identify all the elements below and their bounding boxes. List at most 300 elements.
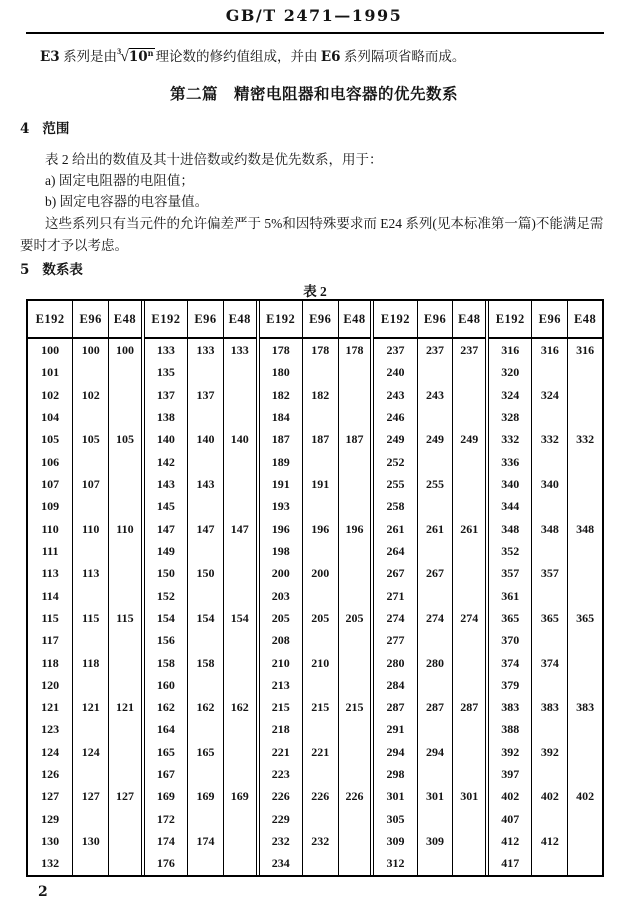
table-cell [302, 540, 338, 562]
table-cell: 374 [487, 652, 532, 674]
table-cell: 316 [487, 338, 532, 362]
table-cell: 215 [258, 696, 303, 718]
table-cell: 187 [302, 429, 338, 451]
table-cell [109, 384, 143, 406]
table-cell: 215 [338, 696, 372, 718]
table-cell [453, 741, 487, 763]
table-cell [453, 674, 487, 696]
table-cell: 383 [487, 696, 532, 718]
table-cell: 152 [143, 585, 188, 607]
table-cell: 178 [338, 338, 372, 362]
table-cell: 121 [109, 696, 143, 718]
table-cell: 124 [41, 744, 60, 759]
table-cell: 229 [258, 808, 303, 830]
radical-exponent: n [147, 48, 154, 58]
table-cell: 392 [487, 741, 532, 763]
table-cell: 280 [417, 652, 453, 674]
section-4-number: 4 [20, 121, 30, 137]
table-row [28, 808, 602, 830]
table-cell [223, 384, 257, 406]
table-cell: 162 [188, 696, 224, 718]
table-row [28, 741, 602, 763]
table-header-row [28, 301, 602, 338]
table-cell [568, 652, 602, 674]
table-cell: 165 [143, 741, 188, 763]
table-cell: 258 [372, 496, 417, 518]
table-cell [223, 451, 257, 473]
table-cell [568, 830, 602, 852]
table-cell [568, 808, 602, 830]
table-row [28, 451, 602, 473]
table-cell: 118 [73, 652, 109, 674]
table-cell: 324 [487, 384, 532, 406]
table-cell: 223 [258, 763, 303, 785]
table-cell: 312 [372, 853, 417, 875]
table-cell [453, 384, 487, 406]
table-cell: 180 [258, 362, 303, 384]
table-cell [338, 674, 372, 696]
table-cell: 298 [372, 763, 417, 785]
table-cell [109, 674, 143, 696]
table-cell: 221 [302, 741, 338, 763]
table-cell: 294 [417, 741, 453, 763]
table-cell: 267 [417, 563, 453, 585]
table-cell: 113 [73, 563, 109, 585]
table-cell [532, 630, 568, 652]
table-cell: 110 [109, 518, 143, 540]
table-cell: 142 [143, 451, 188, 473]
table-row [28, 540, 602, 562]
table-cell: 383 [568, 696, 602, 718]
table-cell: 284 [372, 674, 417, 696]
table-cell: 287 [453, 696, 487, 718]
table-cell: 107 [41, 477, 60, 492]
table-cell: 147 [223, 518, 257, 540]
table-cell: 301 [453, 786, 487, 808]
standard-code: GB/T 2471—1995 [225, 6, 403, 25]
table-cell: 348 [568, 518, 602, 540]
table-cell [109, 540, 143, 562]
table-cell: 301 [372, 786, 417, 808]
table-cell [188, 808, 224, 830]
intro-text-3: 系列隔项省略而成。 [340, 49, 466, 64]
table-cell: 332 [532, 429, 568, 451]
scope-note-line-2: 要时才予以考虑。 [20, 238, 128, 253]
table-cell: 412 [532, 830, 568, 852]
series-table-head [28, 301, 602, 338]
table-cell [73, 451, 109, 473]
table-cell: 243 [372, 384, 417, 406]
table-cell: 178 [258, 338, 303, 362]
table-cell [302, 406, 338, 428]
table-cell [223, 763, 257, 785]
table-cell [568, 540, 602, 562]
table-cell [338, 763, 372, 785]
table-cell: 226 [258, 786, 303, 808]
table-cell: 102 [41, 387, 60, 402]
table-cell: 316 [568, 338, 602, 362]
table-cell: 213 [258, 674, 303, 696]
table-cell: 261 [417, 518, 453, 540]
section-5-heading [20, 258, 83, 278]
table-cell: 110 [73, 518, 109, 540]
table-cell: 417 [487, 853, 532, 875]
table-cell: 121 [41, 700, 60, 715]
table-cell [417, 362, 453, 384]
table-cell [109, 652, 143, 674]
series-header-cell: E48 [453, 301, 487, 338]
table-cell: 124 [73, 741, 109, 763]
table-cell [109, 362, 143, 384]
table-cell [453, 630, 487, 652]
table-row [28, 763, 602, 785]
table-cell: 205 [258, 607, 303, 629]
table-row [28, 362, 602, 384]
table-cell [109, 719, 143, 741]
table-cell [532, 496, 568, 518]
table-cell [223, 853, 257, 875]
table-cell: 127 [73, 786, 109, 808]
table-cell: 383 [532, 696, 568, 718]
table-cell [302, 853, 338, 875]
table-cell: 407 [487, 808, 532, 830]
table-cell: 301 [417, 786, 453, 808]
table-cell: 191 [258, 473, 303, 495]
table-cell: 249 [417, 429, 453, 451]
table-cell [568, 563, 602, 585]
table-cell: 208 [258, 630, 303, 652]
table-cell [453, 652, 487, 674]
table-cell [188, 763, 224, 785]
table-cell: 305 [372, 808, 417, 830]
table-cell [338, 830, 372, 852]
table-cell: 196 [258, 518, 303, 540]
table-cell [568, 763, 602, 785]
series-header-cell: E48 [338, 301, 372, 338]
series-table [28, 301, 602, 875]
table-cell [453, 808, 487, 830]
table-cell: 156 [143, 630, 188, 652]
page-number: 2 [38, 884, 48, 900]
table-cell [568, 473, 602, 495]
series-header-cell: E192 [28, 301, 73, 338]
table-cell: 187 [338, 429, 372, 451]
table-cell [338, 808, 372, 830]
table-cell: 249 [453, 429, 487, 451]
table-row [28, 630, 602, 652]
table-cell: 237 [417, 338, 453, 362]
table-cell: 243 [417, 384, 453, 406]
table-cell [453, 563, 487, 585]
table-cell: 200 [258, 563, 303, 585]
table-cell [302, 362, 338, 384]
table-cell: 365 [487, 607, 532, 629]
table-cell: 121 [73, 696, 109, 718]
table-cell [417, 719, 453, 741]
table-cell [417, 763, 453, 785]
table-cell: 246 [372, 406, 417, 428]
section-5-number: 5 [20, 262, 30, 278]
table-cell [532, 719, 568, 741]
table-cell: 234 [258, 853, 303, 875]
table-cell [188, 451, 224, 473]
series-header-cell: E192 [258, 301, 303, 338]
table-cell [338, 585, 372, 607]
table-cell: 388 [487, 719, 532, 741]
table-cell [417, 585, 453, 607]
table-cell: 274 [417, 607, 453, 629]
table-cell: 174 [143, 830, 188, 852]
table-cell [73, 853, 109, 875]
table-cell [302, 630, 338, 652]
table-cell [188, 585, 224, 607]
table-cell: 340 [532, 473, 568, 495]
table-cell [532, 540, 568, 562]
intro-paragraph [40, 45, 465, 66]
table-cell: 232 [302, 830, 338, 852]
table-cell: 320 [487, 362, 532, 384]
table-cell: 167 [143, 763, 188, 785]
table-cell [73, 630, 109, 652]
table-cell: 100 [41, 342, 60, 357]
radical-sign-icon: √ [120, 48, 129, 65]
table-cell [568, 362, 602, 384]
table-cell: 102 [73, 384, 109, 406]
table-cell [223, 808, 257, 830]
table-row [28, 719, 602, 741]
table-cell: 111 [41, 543, 59, 558]
table-cell: 178 [302, 338, 338, 362]
table-cell [453, 362, 487, 384]
table-cell [532, 406, 568, 428]
table-cell [568, 719, 602, 741]
table-cell: 162 [143, 696, 188, 718]
table-cell [338, 719, 372, 741]
section-5-title: 数系表 [42, 262, 83, 277]
table-cell [338, 496, 372, 518]
table-cell [338, 473, 372, 495]
table-cell: 145 [143, 496, 188, 518]
table-cell [109, 496, 143, 518]
table-cell: 255 [372, 473, 417, 495]
series-label-e3: E3 [40, 49, 60, 65]
table-cell: 133 [188, 338, 224, 362]
table-cell: 120 [41, 677, 60, 692]
table-cell [223, 652, 257, 674]
table-cell [73, 540, 109, 562]
table-cell [223, 406, 257, 428]
table-cell [223, 496, 257, 518]
table-cell [568, 384, 602, 406]
table-cell: 365 [568, 607, 602, 629]
table-row [28, 652, 602, 674]
table-cell [417, 808, 453, 830]
series-header-cell: E96 [302, 301, 338, 338]
table-cell: 226 [302, 786, 338, 808]
part-heading: 第二篇 精密电阻器和电容器的优先数系 [169, 86, 458, 103]
table-cell: 332 [568, 429, 602, 451]
table-cell [568, 674, 602, 696]
table-cell: 271 [372, 585, 417, 607]
table-cell: 370 [487, 630, 532, 652]
scope-item-b: b) 固定电容器的电容量值。 [45, 194, 209, 209]
table-cell: 193 [258, 496, 303, 518]
table-cell [302, 496, 338, 518]
table-cell: 240 [372, 362, 417, 384]
table-cell: 294 [372, 741, 417, 763]
table-cell: 169 [143, 786, 188, 808]
series-header-cell: E192 [143, 301, 188, 338]
table-cell: 352 [487, 540, 532, 562]
table-cell [568, 406, 602, 428]
table-cell [188, 540, 224, 562]
table-cell [453, 451, 487, 473]
table-cell: 123 [41, 722, 60, 737]
table-cell [532, 853, 568, 875]
table-cell: 203 [258, 585, 303, 607]
table-cell: 104 [41, 410, 60, 425]
table-cell: 267 [372, 563, 417, 585]
table-cell: 117 [41, 633, 59, 648]
table-cell: 309 [417, 830, 453, 852]
table-cell: 172 [143, 808, 188, 830]
table-cell: 397 [487, 763, 532, 785]
table-cell: 184 [258, 406, 303, 428]
table-cell: 129 [41, 811, 60, 826]
series-header-cell: E192 [487, 301, 532, 338]
table-cell: 101 [41, 365, 60, 380]
table-cell [532, 763, 568, 785]
table-cell: 140 [143, 429, 188, 451]
table-cell: 127 [109, 786, 143, 808]
table-cell: 118 [41, 655, 59, 670]
table-cell: 106 [41, 454, 60, 469]
table-cell: 379 [487, 674, 532, 696]
table-cell [223, 741, 257, 763]
table-cell [73, 674, 109, 696]
table-cell [223, 830, 257, 852]
table-cell [109, 563, 143, 585]
table-cell [338, 362, 372, 384]
series-header-cell: E96 [417, 301, 453, 338]
table-cell [223, 630, 257, 652]
table-cell [568, 853, 602, 875]
table-cell: 264 [372, 540, 417, 562]
table-row [28, 496, 602, 518]
table-row [28, 338, 602, 362]
table-cell [453, 763, 487, 785]
table-cell: 261 [453, 518, 487, 540]
table-cell: 412 [487, 830, 532, 852]
table-cell: 130 [41, 834, 60, 849]
table-cell [417, 540, 453, 562]
table-row [28, 406, 602, 428]
table-cell [532, 674, 568, 696]
table-cell: 100 [109, 338, 143, 362]
table-cell: 115 [109, 607, 143, 629]
series-header-cell: E48 [223, 301, 257, 338]
table-cell: 274 [453, 607, 487, 629]
table-cell [532, 808, 568, 830]
series-header-cell: E96 [532, 301, 568, 338]
table-cell: 150 [188, 563, 224, 585]
table-cell: 392 [532, 741, 568, 763]
table-cell [188, 674, 224, 696]
table-cell [453, 473, 487, 495]
table-cell: 344 [487, 496, 532, 518]
table-cell: 154 [188, 607, 224, 629]
table-cell [73, 719, 109, 741]
table-cell [302, 585, 338, 607]
table-cell [73, 496, 109, 518]
table-cell [109, 585, 143, 607]
table-cell: 143 [143, 473, 188, 495]
table-cell: 226 [338, 786, 372, 808]
table-cell: 309 [372, 830, 417, 852]
table-cell [453, 585, 487, 607]
table-cell [302, 719, 338, 741]
table-cell: 114 [41, 588, 59, 603]
radical-radicand [129, 48, 156, 65]
table-cell: 361 [487, 585, 532, 607]
table-cell: 357 [487, 563, 532, 585]
table-cell: 182 [302, 384, 338, 406]
table-cell: 138 [143, 406, 188, 428]
table-cell: 402 [568, 786, 602, 808]
table-cell [453, 830, 487, 852]
table-cell [223, 719, 257, 741]
table-row [28, 429, 602, 451]
table-cell [302, 808, 338, 830]
table-cell: 280 [372, 652, 417, 674]
table-cell: 164 [143, 719, 188, 741]
table-cell [109, 741, 143, 763]
table-cell [109, 473, 143, 495]
table-cell: 237 [372, 338, 417, 362]
table-cell: 205 [302, 607, 338, 629]
table-cell [417, 674, 453, 696]
table-cell [338, 451, 372, 473]
table-cell: 130 [73, 830, 109, 852]
table-cell: 169 [223, 786, 257, 808]
table-cell: 109 [41, 499, 60, 514]
table-cell: 162 [223, 696, 257, 718]
table-cell [223, 674, 257, 696]
table-cell [188, 719, 224, 741]
table-cell [302, 763, 338, 785]
section-4-title: 范围 [42, 121, 70, 136]
table-cell [532, 451, 568, 473]
section-4-heading [20, 117, 69, 137]
table-cell: 210 [302, 652, 338, 674]
table-cell: 132 [41, 856, 60, 871]
table-cell [188, 853, 224, 875]
table-cell [568, 451, 602, 473]
table-cell: 237 [453, 338, 487, 362]
table-cell: 105 [109, 429, 143, 451]
table-cell [223, 585, 257, 607]
series-table-wrap [26, 299, 604, 877]
table-cell: 332 [487, 429, 532, 451]
table-cell: 143 [188, 473, 224, 495]
table-cell [338, 540, 372, 562]
table-cell [453, 406, 487, 428]
series-table-body [28, 338, 602, 875]
table-cell [453, 853, 487, 875]
table-cell: 348 [532, 518, 568, 540]
table-cell [453, 540, 487, 562]
table-cell: 105 [73, 429, 109, 451]
